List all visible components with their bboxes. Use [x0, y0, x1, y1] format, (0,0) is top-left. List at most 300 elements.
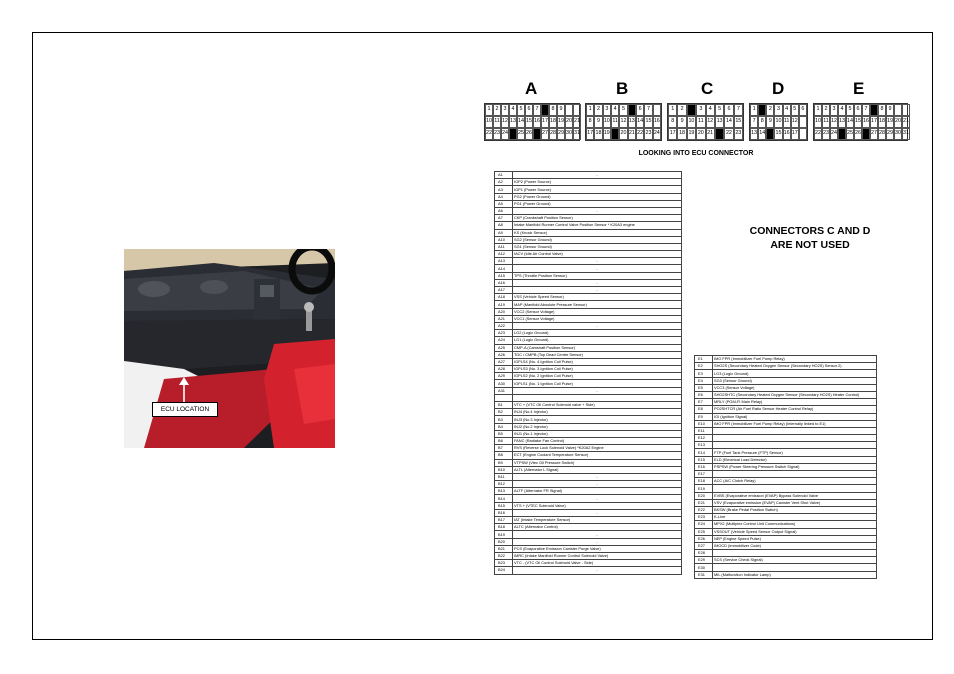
pin-description: VCC3 (Sensor Voltage): [713, 384, 877, 391]
pin-number: E10: [695, 420, 713, 427]
pin-number: B2: [495, 409, 513, 416]
pin-row: [495, 416, 682, 423]
pin-description: -: [513, 172, 682, 179]
ecu-location-label: ECU LOCATION: [152, 402, 218, 417]
pin-description: NEP (Engine Speed Pulse): [713, 535, 877, 542]
pin-row: [495, 279, 682, 286]
pin-row: [695, 557, 877, 564]
pin-row: [495, 567, 682, 574]
connector-pin: 3: [501, 104, 509, 116]
connector-pin: 6: [525, 104, 533, 116]
connector-empty-slot: [799, 128, 807, 140]
connector-pin: 17: [586, 128, 594, 140]
connector-pin: 13: [750, 128, 758, 140]
pin-description: -: [513, 495, 682, 502]
pin-number: [495, 394, 513, 401]
pin-number: E28: [695, 550, 713, 557]
connector-letter-d: D: [772, 79, 785, 98]
connector-pin: 24: [501, 128, 509, 140]
connector-pin: 26: [854, 128, 862, 140]
connector-pin: 6: [724, 104, 733, 116]
pin-row: [495, 322, 682, 329]
pin-row: [695, 571, 877, 578]
connector-pin: 3: [603, 104, 611, 116]
connector-pin: 7: [533, 104, 541, 116]
connector-pin: 1: [750, 104, 758, 116]
pin-number: A22: [495, 322, 513, 329]
car-interior-image: [124, 249, 335, 448]
pin-description: SG2 (Sensor Ground): [513, 236, 682, 243]
pin-row: [495, 524, 682, 531]
pin-row: [495, 502, 682, 509]
connector-pin: 17: [791, 128, 799, 140]
pin-row: [495, 358, 682, 365]
connector-pin: 22: [636, 128, 644, 140]
pin-description: IMRC (Intake Manifold Runner Control Solenoid Valve): [513, 552, 682, 559]
connector-pin: 3: [696, 104, 705, 116]
pin-description: INJ3 (No.3 Injector): [513, 416, 682, 423]
pin-row: [695, 463, 877, 470]
connector-pin: 21: [573, 116, 581, 128]
pin-description: VTC + (VTC Oil Control Solenoid valve + Side): [513, 402, 682, 409]
connector-pin: 8: [878, 104, 886, 116]
pin-row: [495, 409, 682, 416]
connector-pin: 31: [573, 128, 581, 140]
pin-number: A15: [495, 272, 513, 279]
pin-number: E2: [695, 363, 713, 370]
connector-pin: 22: [724, 128, 733, 140]
pin-description: VSV (Evaporative emission (EVAP) Canister Vent Shut Valve): [713, 499, 877, 506]
pin-number: A13: [495, 258, 513, 265]
connector-pin: 15: [644, 116, 652, 128]
connector-pin: 22: [485, 128, 493, 140]
connector-pin: 28: [878, 128, 886, 140]
pin-row: [495, 315, 682, 322]
connector-pin: 14: [846, 116, 854, 128]
pin-row: [495, 236, 682, 243]
connector-pin: 12: [706, 116, 715, 128]
pin-description: ACC (A/C Clutch Relay): [713, 478, 877, 485]
pin-row: [695, 456, 877, 463]
connector-pin: 14: [517, 116, 525, 128]
blocked-pin: [766, 128, 774, 140]
connector-pin: 7: [734, 104, 743, 116]
pin-description: TPS (Throttle Position Sensor): [513, 272, 682, 279]
connector-letter-e: E: [853, 79, 865, 98]
pin-description: [713, 427, 877, 434]
pin-number: A9: [495, 229, 513, 236]
pin-number: E27: [695, 542, 713, 549]
pin-row: [495, 430, 682, 437]
pin-number: A18: [495, 294, 513, 301]
pin-description: IMOCD (Immobilizer Code): [713, 542, 877, 549]
pin-description: PG1 (Power Ground): [513, 200, 682, 207]
pin-number: E30: [695, 564, 713, 571]
connector-pin: 11: [493, 116, 501, 128]
connector-pin: 23: [734, 128, 743, 140]
connector-pin: 18: [878, 116, 886, 128]
pin-row: [695, 514, 877, 521]
connector-pin: 21: [902, 116, 910, 128]
connector-pin: 20: [619, 128, 627, 140]
connector-pin: 20: [894, 116, 902, 128]
pin-description: FANC (Radiator Fan Control): [513, 437, 682, 444]
pin-row: [695, 499, 877, 506]
pin-description: VTC - (VTC Oil Control Solenoid Valve - Side): [513, 560, 682, 567]
pin-number: E20: [695, 492, 713, 499]
pin-number: E12: [695, 435, 713, 442]
pin-number: A28: [495, 366, 513, 373]
unused-note-line-2: ARE NOT USED: [770, 239, 850, 251]
pin-description: [713, 485, 877, 492]
pin-row: [695, 363, 877, 370]
pin-row: [495, 394, 682, 401]
connector-pin: 1: [586, 104, 594, 116]
connector-pin: 11: [822, 116, 830, 128]
pin-number: A16: [495, 279, 513, 286]
connector-pin: 3: [774, 104, 782, 116]
pin-description: [713, 564, 877, 571]
pin-description: -: [513, 287, 682, 294]
connector-pin: 5: [846, 104, 854, 116]
pin-row: [695, 370, 877, 377]
pin-number: B23: [495, 560, 513, 567]
pin-description: INJ1 (No.1 Injector): [513, 430, 682, 437]
pin-row: [495, 366, 682, 373]
connector-pin: 27: [870, 128, 878, 140]
connector-pin: 12: [791, 116, 799, 128]
pin-description: BKSW (Brake Pedal Position Switch): [713, 506, 877, 513]
pin-number: E1: [695, 356, 713, 363]
pin-row: [695, 420, 877, 427]
connector-pin: 4: [783, 104, 791, 116]
pin-description: MPX2 (Multiplex Control Unit Communications): [713, 521, 877, 528]
pin-number: E23: [695, 514, 713, 521]
connector-pin: 9: [766, 116, 774, 128]
connector-pin: 11: [696, 116, 705, 128]
pin-row: [495, 229, 682, 236]
connector-pin: 17: [668, 128, 677, 140]
pin-row: [495, 473, 682, 480]
blocked-pin: [758, 104, 766, 116]
connector-pin: 16: [783, 128, 791, 140]
unused-connectors-note: [725, 224, 895, 252]
pin-row: [495, 287, 682, 294]
connector-pin: 16: [533, 116, 541, 128]
connector-pin: 5: [715, 104, 724, 116]
pin-number: E29: [695, 557, 713, 564]
pin-row: [695, 564, 877, 571]
connector-pin: 22: [814, 128, 822, 140]
connector-pin: 9: [557, 104, 565, 116]
connector-pin: 6: [799, 104, 807, 116]
pin-description: LG2 (Logic Ground): [513, 330, 682, 337]
blocked-pin: [838, 128, 846, 140]
pin-number: A8: [495, 222, 513, 229]
connector-pin: 21: [628, 128, 636, 140]
blocked-pin: [509, 128, 517, 140]
connector-pin: 15: [734, 116, 743, 128]
pin-number: B12: [495, 481, 513, 488]
pin-description: LG1 (Logic Ground): [513, 337, 682, 344]
blocked-pin: [611, 128, 619, 140]
pin-number: E22: [695, 506, 713, 513]
pin-number: B1: [495, 402, 513, 409]
pin-number: E26: [695, 535, 713, 542]
pin-description: MIL (Malfunction Indicator Lamp): [713, 571, 877, 578]
connector-caption: LOOKING INTO ECU CONNECTOR: [638, 150, 754, 157]
connector-pin: 17: [870, 116, 878, 128]
connector-pin: 10: [603, 116, 611, 128]
connector-pin: 23: [493, 128, 501, 140]
pin-number: E21: [695, 499, 713, 506]
pin-description: TDC / CMPB (Top Dead Centre Sensor): [513, 351, 682, 358]
pin-row: [495, 222, 682, 229]
pin-row: [495, 344, 682, 351]
pin-row: [695, 413, 877, 420]
pin-number: B16: [495, 509, 513, 516]
connector-pin: 16: [653, 116, 661, 128]
pin-description: VTPSW (Vtec Oil Pressure Switch): [513, 459, 682, 466]
connector-pin: 11: [783, 116, 791, 128]
pin-description: KS (Knock Sensor): [513, 229, 682, 236]
connector-empty-slot: [573, 104, 581, 116]
pin-row: [695, 427, 877, 434]
pin-number: E31: [695, 571, 713, 578]
connector-pin: 20: [696, 128, 705, 140]
pin-description: CKP (Crankshaft Position Sensor): [513, 215, 682, 222]
connector-c: [667, 103, 744, 141]
pin-description: MRLY (PGM-FI Main Relay): [713, 399, 877, 406]
connector-pin: 12: [830, 116, 838, 128]
pin-row: [695, 550, 877, 557]
pin-number: B5: [495, 430, 513, 437]
pin-number: A17: [495, 287, 513, 294]
pin-description: SCS (Service Check Signal): [713, 557, 877, 564]
connector-pin: 30: [565, 128, 573, 140]
pin-number: A30: [495, 380, 513, 387]
connector-pin: 14: [758, 128, 766, 140]
connector-pin: 24: [830, 128, 838, 140]
pin-number: E8: [695, 406, 713, 413]
connector-pin: 9: [677, 116, 686, 128]
pin-row: [695, 442, 877, 449]
connector-pin: 13: [509, 116, 517, 128]
pin-row: [695, 485, 877, 492]
pin-description: PO2SHTCR (Air Fuel Ratio Sensor Heater Control Relay): [713, 406, 877, 413]
pin-number: A23: [495, 330, 513, 337]
pin-row: [495, 272, 682, 279]
pin-number: B20: [495, 538, 513, 545]
pin-description: ALTC (Alternator Control): [513, 524, 682, 531]
connector-pin: 12: [619, 116, 627, 128]
pin-description: IMO FPR (Immobilizer Fuel Pump Relay) (Internally linked to E1): [713, 420, 877, 427]
connector-pin: 7: [862, 104, 870, 116]
pin-row: [495, 301, 682, 308]
pin-row: [695, 399, 877, 406]
connector-pin: 1: [668, 104, 677, 116]
pin-number: B6: [495, 437, 513, 444]
connector-pin: 13: [838, 116, 846, 128]
pin-description: -: [513, 567, 682, 574]
connector-pin: 5: [619, 104, 627, 116]
connector-letter-a: A: [525, 79, 538, 98]
pin-row: [495, 545, 682, 552]
pin-description: IGP2 (Power Source): [513, 179, 682, 186]
pin-description: -: [513, 531, 682, 538]
connector-pin: 19: [886, 116, 894, 128]
unused-note-line-1: CONNECTORS C AND D: [749, 225, 871, 237]
pin-description: IGP1 (Power Source): [513, 186, 682, 193]
pin-description: -: [513, 258, 682, 265]
connector-pin: 10: [774, 116, 782, 128]
pin-description: -: [513, 387, 682, 394]
pin-number: E14: [695, 449, 713, 456]
pin-row: [695, 542, 877, 549]
connector-pin: 15: [525, 116, 533, 128]
pin-description: ECT (Engine Coolant Temperature Sensor): [513, 452, 682, 459]
pin-number: A31: [495, 387, 513, 394]
pin-number: A26: [495, 351, 513, 358]
pin-description: VCC2 (Sensor Voltage): [513, 308, 682, 315]
connector-pin: 19: [687, 128, 696, 140]
pin-number: A11: [495, 243, 513, 250]
pin-description: -: [513, 481, 682, 488]
pin-description: -: [513, 207, 682, 214]
connector-pin: 4: [509, 104, 517, 116]
pin-description: -: [513, 279, 682, 286]
blocked-pin: [687, 104, 696, 116]
pin-number: B8: [495, 452, 513, 459]
pin-number: B11: [495, 473, 513, 480]
connector-pin: 13: [628, 116, 636, 128]
pin-row: [695, 449, 877, 456]
pin-number: B13: [495, 488, 513, 495]
pin-description: SG3 (Sensor Ground): [713, 377, 877, 384]
pin-row: [495, 207, 682, 214]
connector-pin: 14: [636, 116, 644, 128]
pin-description: IGI (Ignition Signal): [713, 413, 877, 420]
pin-number: A10: [495, 236, 513, 243]
pin-description: IACV (Idle Air Control Valve): [513, 251, 682, 258]
blocked-pin: [533, 128, 541, 140]
pin-description: EVBS (Evaporative emission (EVAP) Bypass Solenoid Valve: [713, 492, 877, 499]
connector-empty-slot: [799, 116, 807, 128]
connector-pin: 9: [886, 104, 894, 116]
connector-pin: 2: [822, 104, 830, 116]
pin-description: -: [513, 473, 682, 480]
connector-pin: 7: [750, 116, 758, 128]
connector-pin: 11: [611, 116, 619, 128]
pin-number: E24: [695, 521, 713, 528]
pin-number: E13: [695, 442, 713, 449]
pin-row: [695, 377, 877, 384]
connector-pin: 29: [886, 128, 894, 140]
pin-number: B17: [495, 517, 513, 524]
pin-row: [495, 308, 682, 315]
connector-pin: 23: [644, 128, 652, 140]
pin-row: [495, 509, 682, 516]
pin-row: [695, 506, 877, 513]
pin-number: A27: [495, 358, 513, 365]
connector-pin: 2: [677, 104, 686, 116]
pin-number: E6: [695, 391, 713, 398]
connector-letter-c: C: [701, 79, 714, 98]
connector-pin: 1: [485, 104, 493, 116]
pin-description: [713, 550, 877, 557]
pin-number: B18: [495, 524, 513, 531]
connector-pin: 12: [501, 116, 509, 128]
connector-pin: 2: [493, 104, 501, 116]
connector-pin: 4: [838, 104, 846, 116]
connector-pin: 2: [594, 104, 602, 116]
pin-description: VSSOUT (Vehicle Speed Sensor Output Signal): [713, 528, 877, 535]
connector-pin: 17: [541, 116, 549, 128]
pin-description: Intake Manifold Runner Control Valve Position Sensor * K20A3 engine: [513, 222, 682, 229]
pin-description: SG1 (Sensor Ground): [513, 243, 682, 250]
connector-pin: 20: [565, 116, 573, 128]
pin-number: B4: [495, 423, 513, 430]
pin-description: VTS + (VTEC Solenoid Valve): [513, 502, 682, 509]
pin-row: [495, 351, 682, 358]
pin-row: [495, 200, 682, 207]
pin-number: B10: [495, 466, 513, 473]
connector-pin: 18: [677, 128, 686, 140]
pin-number: B21: [495, 545, 513, 552]
connector-empty-slot: [653, 104, 661, 116]
pin-row: [495, 251, 682, 258]
pin-row: [495, 330, 682, 337]
pin-row: [495, 193, 682, 200]
connector-pin: 25: [517, 128, 525, 140]
connector-pin: 8: [668, 116, 677, 128]
connector-pin: 29: [557, 128, 565, 140]
pin-row: [695, 391, 877, 398]
connector-pin: 14: [724, 116, 733, 128]
connector-pin: 4: [706, 104, 715, 116]
pin-row: [695, 492, 877, 499]
connector-pin: 5: [791, 104, 799, 116]
pin-number: E3: [695, 370, 713, 377]
car-interior-photo: [124, 249, 335, 448]
connector-pin: 15: [854, 116, 862, 128]
pinout-table-a-b: [494, 171, 682, 575]
pin-description: [513, 394, 682, 401]
pin-row: [695, 535, 877, 542]
pin-row: [495, 437, 682, 444]
connector-pin: 21: [706, 128, 715, 140]
pin-description: IGPLS2 (No. 2 Ignition Coil Pulse): [513, 373, 682, 380]
pin-description: INJ2 (No.2 Injector): [513, 423, 682, 430]
pin-row: [495, 481, 682, 488]
connector-pin: 19: [557, 116, 565, 128]
pin-row: [495, 265, 682, 272]
pin-description: -: [513, 538, 682, 545]
pin-row: [495, 373, 682, 380]
connector-pin: 23: [822, 128, 830, 140]
pin-number: E5: [695, 384, 713, 391]
pin-row: [495, 387, 682, 394]
pin-number: B14: [495, 495, 513, 502]
pin-description: INJ4 (No.4 Injector): [513, 409, 682, 416]
pin-description: LG3 (Logic Ground): [713, 370, 877, 377]
connector-pin: 27: [541, 128, 549, 140]
pin-number: A5: [495, 200, 513, 207]
connector-b: [585, 103, 662, 141]
pin-row: [695, 478, 877, 485]
pin-row: [695, 406, 877, 413]
pin-number: E7: [695, 399, 713, 406]
